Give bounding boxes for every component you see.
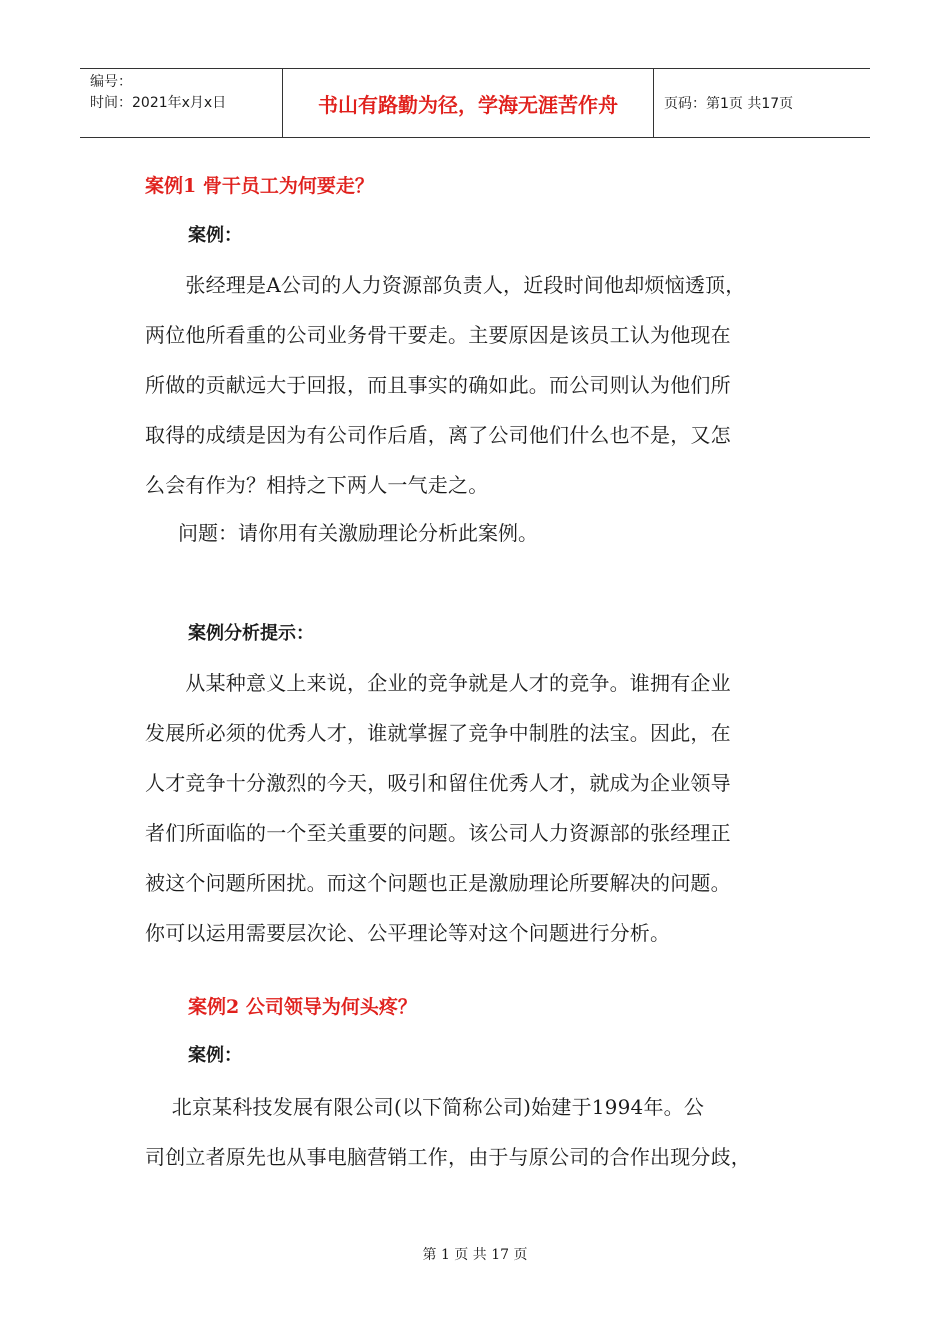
case1-analysis-line: 人才竞争十分激烈的今天，吸引和留住优秀人才，就成为企业领导	[145, 771, 731, 795]
number-label: 编号：	[90, 74, 132, 90]
case1-analysis	[145, 658, 805, 958]
case1-analysis-line: 你可以运用需要层次论、公平理论等对这个问题进行分析。	[145, 921, 671, 945]
case1-analysis-line: 从某种意义上来说，企业的竞争就是人才的竞争。谁拥有企业	[145, 671, 731, 695]
case1-body-line: 么会有作为？相持之下两人一气走之。	[145, 473, 489, 497]
page-header	[80, 68, 870, 138]
case1-body-line: 张经理是A公司的人力资源部负责人，近段时间他却烦恼透顶，	[145, 273, 746, 297]
case1-body-line: 取得的成绩是因为有公司作后盾，离了公司他们什么也不是，又怎	[145, 423, 731, 447]
case2-body	[145, 1082, 805, 1182]
case2-body-line: 北京某科技发展有限公司(以下简称公司)始建于1994年。公	[145, 1095, 705, 1119]
case2-case-label: 案例：	[188, 1045, 242, 1066]
case1-title: 案例1 骨干员工为何要走？	[145, 175, 374, 197]
page-footer: 第 1 页 共 17 页	[422, 1247, 528, 1263]
case1-analysis-line: 被这个问题所困扰。而这个问题也正是激励理论所要解决的问题。	[145, 871, 731, 895]
time-label: 时间：2021年x月x日	[90, 95, 227, 111]
case2-body-line: 司创立者原先也从事电脑营销工作，由于与原公司的合作出现分歧，	[145, 1145, 751, 1169]
case1-question: 问题：请你用有关激励理论分析此案例。	[178, 521, 538, 545]
case1-analysis-label: 案例分析提示：	[188, 623, 314, 644]
case1-body	[145, 260, 805, 510]
case1-case-label: 案例：	[188, 225, 242, 246]
header-page-info: 页码：第1页 共17页	[664, 96, 794, 112]
case1-body-line: 两位他所看重的公司业务骨干要走。主要原因是该员工认为他现在	[145, 323, 731, 347]
case1-body-line: 所做的贡献远大于回报，而且事实的确如此。而公司则认为他们所	[145, 373, 731, 397]
case1-analysis-line: 者们所面临的一个至关重要的问题。该公司人力资源部的张经理正	[145, 821, 731, 845]
case1-analysis-line: 发展所必须的优秀人才，谁就掌握了竞争中制胜的法宝。因此，在	[145, 721, 731, 745]
header-meta	[80, 69, 282, 137]
header-motto: 书山有路勤为径，学海无涯苦作舟	[282, 69, 654, 137]
case2-title: 案例2 公司领导为何头疼？	[188, 996, 417, 1018]
